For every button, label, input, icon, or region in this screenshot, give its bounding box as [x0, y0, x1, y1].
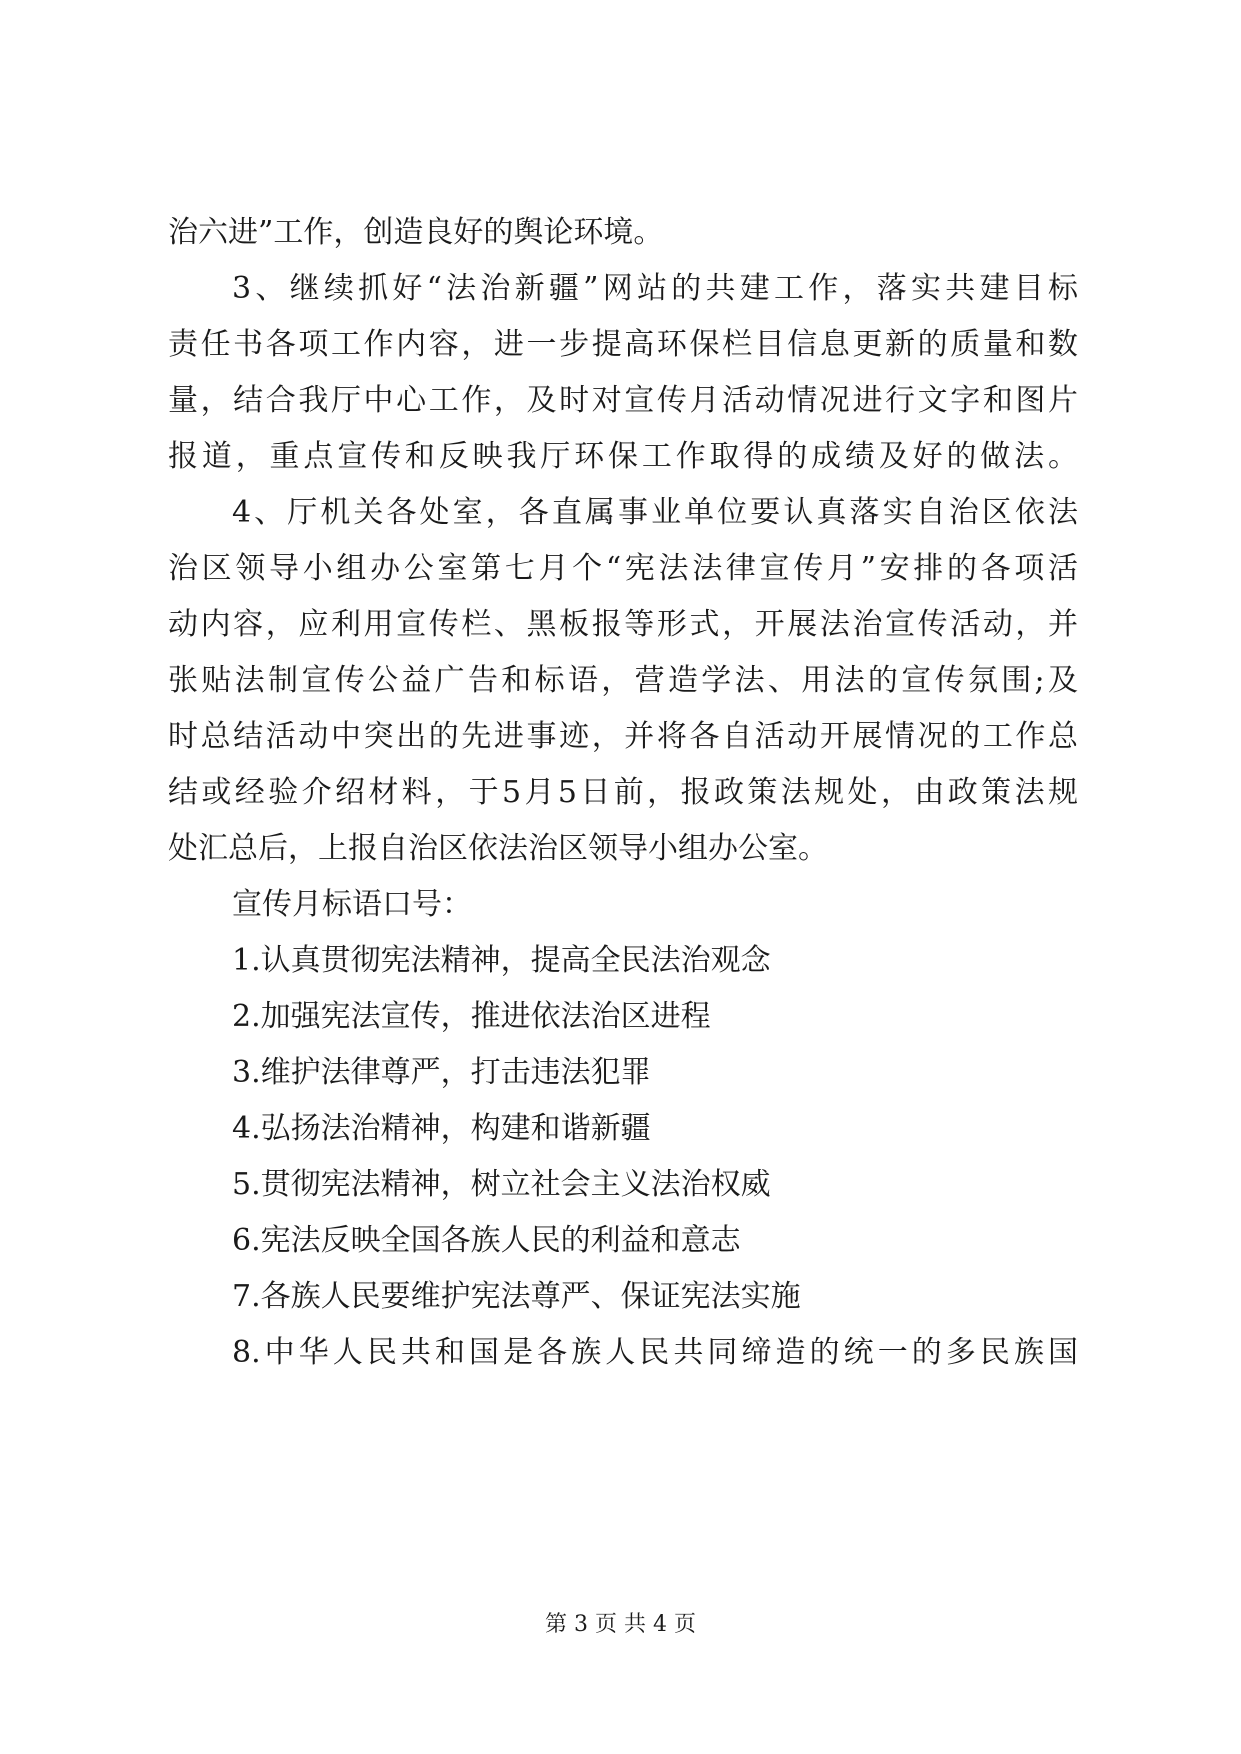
text-line: 责任书各项工作内容，进一步提高环保栏目信息更新的质量和数: [168, 327, 1078, 362]
text-line: 动内容，应利用宣传栏、黑板报等形式，开展法治宣传活动，并: [168, 607, 1078, 642]
slogan-item: 1.认真贯彻宪法精神，提高全民法治观念: [232, 943, 771, 978]
text-line: 治六进”工作，创造良好的舆论环境。: [168, 215, 664, 250]
text-line: 张贴法制宣传公益广告和标语，营造学法、用法的宣传氛围;及: [168, 663, 1078, 698]
slogan-item: 6.宪法反映全国各族人民的利益和意志: [232, 1223, 741, 1258]
slogan-item: 5.贯彻宪法精神，树立社会主义法治权威: [232, 1167, 771, 1202]
text-line: 处汇总后，上报自治区依法治区领导小组办公室。: [168, 831, 828, 866]
page-footer: 第 3 页 共 4 页: [545, 1612, 696, 1637]
slogan-item: 3.维护法律尊严，打击违法犯罪: [232, 1055, 651, 1090]
text-line: 量，结合我厅中心工作，及时对宣传月活动情况进行文字和图片: [168, 383, 1078, 418]
slogan-item: 2.加强宪法宣传，推进依法治区进程: [232, 999, 711, 1034]
text-line: 4、厅机关各处室，各直属事业单位要认真落实自治区依法: [232, 495, 1078, 530]
slogan-heading: 宣传月标语口号：: [232, 887, 472, 922]
text-line: 结或经验介绍材料，于5月5日前，报政策法规处，由政策法规: [168, 775, 1078, 810]
text-line: 治区领导小组办公室第七月个“宪法法律宣传月”安排的各项活: [168, 551, 1078, 586]
slogan-item: 4.弘扬法治精神，构建和谐新疆: [232, 1111, 651, 1146]
text-line: 时总结活动中突出的先进事迹，并将各自活动开展情况的工作总: [168, 719, 1078, 754]
text-line: 报道，重点宣传和反映我厅环保工作取得的成绩及好的做法。: [168, 439, 1078, 474]
text-line: 3、继续抓好“法治新疆”网站的共建工作，落实共建目标: [232, 271, 1078, 306]
slogan-item: 7.各族人民要维护宪法尊严、保证宪法实施: [232, 1279, 801, 1314]
slogan-item: 8.中华人民共和国是各族人民共同缔造的统一的多民族国: [232, 1335, 1078, 1370]
